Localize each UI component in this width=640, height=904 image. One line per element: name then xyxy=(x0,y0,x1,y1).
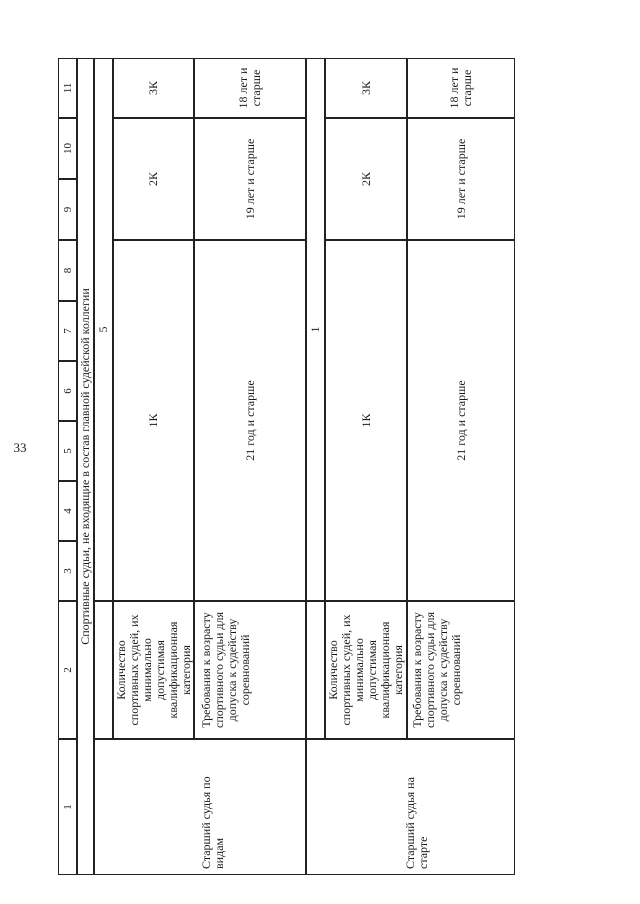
page-number: 33 xyxy=(13,440,27,455)
banner-text: Спортивные судьи, не входящие в состав главной судейской коллегии xyxy=(78,288,92,645)
group-2-category-3: 3К xyxy=(358,81,373,96)
col-num-11: 11 xyxy=(62,82,74,94)
group-1-req-label: Требования к возрасту спортивного судьи для допуска к судейству соревнований xyxy=(199,612,252,728)
col-num-5: 5 xyxy=(62,448,74,454)
table-rotated xyxy=(58,58,515,875)
group-1-count-label: Количество спортивных судей, их минимально допустимая квалификационная категория xyxy=(114,614,193,726)
group-2-category-2: 2К xyxy=(358,172,373,187)
col-num-9: 9 xyxy=(62,206,74,213)
col-num-7: 7 xyxy=(62,328,74,334)
group-2-req-label: Требования к возрасту спортивного судьи для допуска к судейству соревнований xyxy=(410,612,463,728)
group-1-age-1: 21 год и старше xyxy=(242,380,257,461)
col-num-2: 2 xyxy=(62,667,74,673)
group-1-age-3: 18 лет и старше xyxy=(236,67,263,109)
col-num-10: 10 xyxy=(62,143,74,154)
col-num-4: 4 xyxy=(62,508,74,514)
group-2-count-value: 1 xyxy=(308,326,322,333)
group-2-category-1: 1К xyxy=(358,413,373,428)
group-1-role: Старший судья по видам xyxy=(199,776,226,869)
group-2-age-1: 21 год и старше xyxy=(453,380,468,461)
group-2-count-label: Количество спортивных судей, их минимально допустимая квалификационная категория xyxy=(326,614,405,726)
group-2-age-3: 18 лет и старше xyxy=(447,67,474,109)
col-num-6: 6 xyxy=(62,388,74,394)
group-1-category-1: 1К xyxy=(146,413,160,428)
col-num-1: 1 xyxy=(62,804,74,810)
group-1-age-2: 19 лет и старше xyxy=(242,138,257,220)
group-2-role: Старший судья на старте xyxy=(403,777,430,869)
col-num-8: 8 xyxy=(62,267,74,274)
group-1-category-2: 2К xyxy=(146,172,160,187)
group-1-category-3: 3К xyxy=(146,81,160,96)
group-1-count-value: 5 xyxy=(96,326,110,333)
col-num-3: 3 xyxy=(62,568,74,574)
group-2-age-2: 19 лет и старше xyxy=(453,138,468,220)
